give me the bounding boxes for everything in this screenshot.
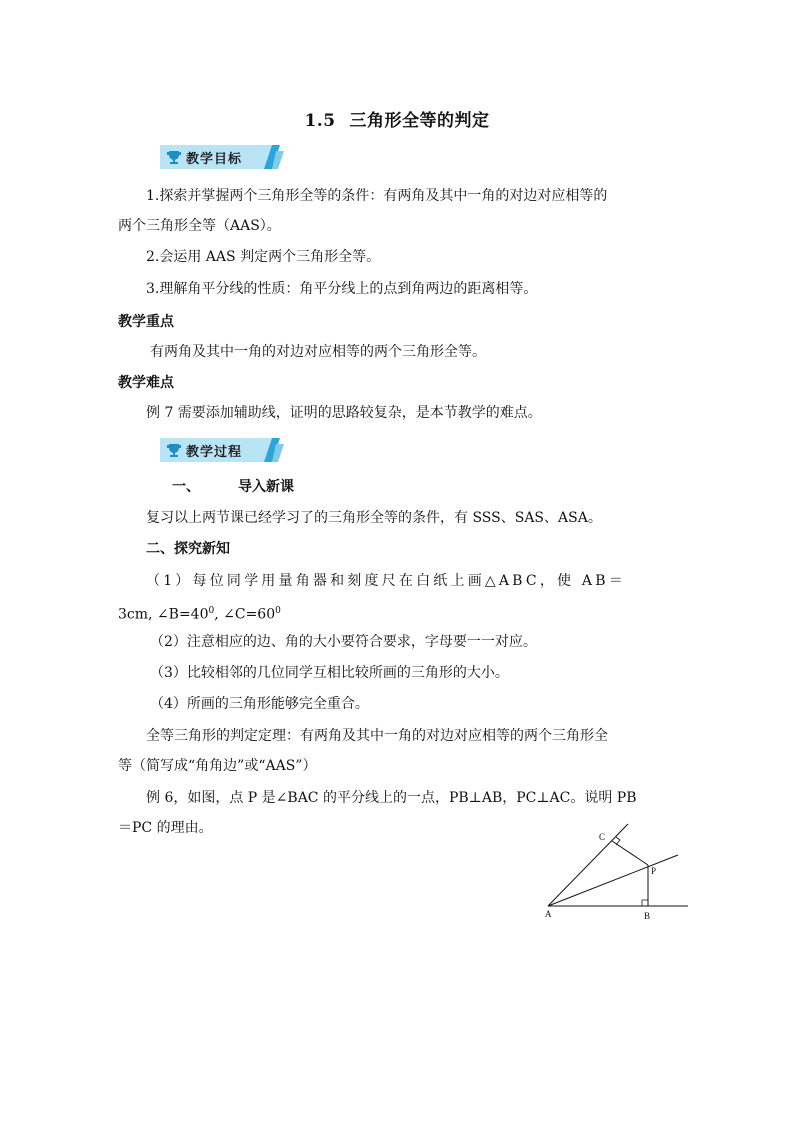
goal-2: 2.会运用 AAS 判定两个三角形全等。	[146, 249, 381, 265]
degree-2: 0	[275, 606, 281, 616]
heading-1	[172, 477, 294, 497]
difficulty-heading: 教学难点	[118, 375, 174, 391]
ray-ac	[548, 824, 628, 906]
step-3: （3）比较相邻的几位同学互相比较所画的三角形的大小。	[150, 665, 509, 681]
step-4: （4）所画的三角形能够完全重合。	[150, 696, 369, 712]
goal-1a: 1.探索并掌握两个三角形全等的条件：有两角及其中一角的对边对应相等的	[146, 188, 608, 204]
banner-label: 教学过程	[186, 445, 243, 460]
goal-1b: 两个三角形全等（AAS）。	[118, 218, 281, 234]
label-b: B	[644, 911, 651, 921]
label-a: A	[545, 909, 552, 919]
right-angle-b	[642, 900, 648, 906]
trophy-icon	[166, 149, 182, 165]
theorem-b: 等（简写成“角角边”或“AAS”）	[118, 758, 317, 774]
review-text: 复习以上两节课已经学习了的三角形全等的条件，有 SSS、SAS、ASA。	[146, 510, 602, 526]
step-1b-pre: 3cm, ∠B=40	[118, 606, 209, 623]
trophy-icon	[166, 442, 182, 458]
geometry-figure	[540, 820, 700, 930]
right-angle-c	[616, 837, 620, 845]
example-b: ＝PC 的理由。	[118, 820, 213, 836]
page-title	[0, 106, 794, 131]
process-banner	[160, 438, 284, 462]
step-1b-mid: , ∠C=60	[214, 606, 276, 623]
difficulty-text: 例 7 需要添加辅助线，证明的思路较复杂，是本节教学的难点。	[146, 405, 542, 421]
example-a: 例 6，如图，点 P 是∠BAC 的平分线上的一点，PB⊥AB，PC⊥AC。说明 PB	[146, 790, 637, 806]
label-p: P	[651, 866, 657, 876]
section-number: 1.5	[304, 111, 336, 131]
banner-label: 教学目标	[186, 152, 243, 167]
goal-3: 3.理解角平分线的性质：角平分线上的点到角两边的距离相等。	[146, 281, 538, 297]
goals-banner	[160, 145, 284, 169]
heading-1-text: 导入新课	[238, 479, 294, 495]
heading-2: 二、探究新知	[146, 541, 230, 557]
key-text: 有两角及其中一角的对边对应相等的两个三角形全等。	[150, 344, 486, 360]
step-2: （2）注意相应的边、角的大小要符合要求，字母要一一对应。	[150, 634, 537, 650]
theorem-a: 全等三角形的判定定理：有两角及其中一角的对边对应相等的两个三角形全	[146, 728, 608, 744]
segment-pc	[612, 841, 648, 865]
heading-1-number: 一、	[172, 479, 200, 495]
degree-1: 0	[208, 606, 215, 616]
key-heading: 教学重点	[118, 314, 174, 330]
bisector	[548, 855, 678, 906]
step-1b	[118, 601, 281, 625]
title-text: 三角形全等的判定	[349, 111, 490, 131]
step-1a: （1）每位同学用量角器和刻度尺在白纸上画△ABC，使 AB＝	[146, 573, 626, 589]
label-c: C	[599, 832, 606, 842]
